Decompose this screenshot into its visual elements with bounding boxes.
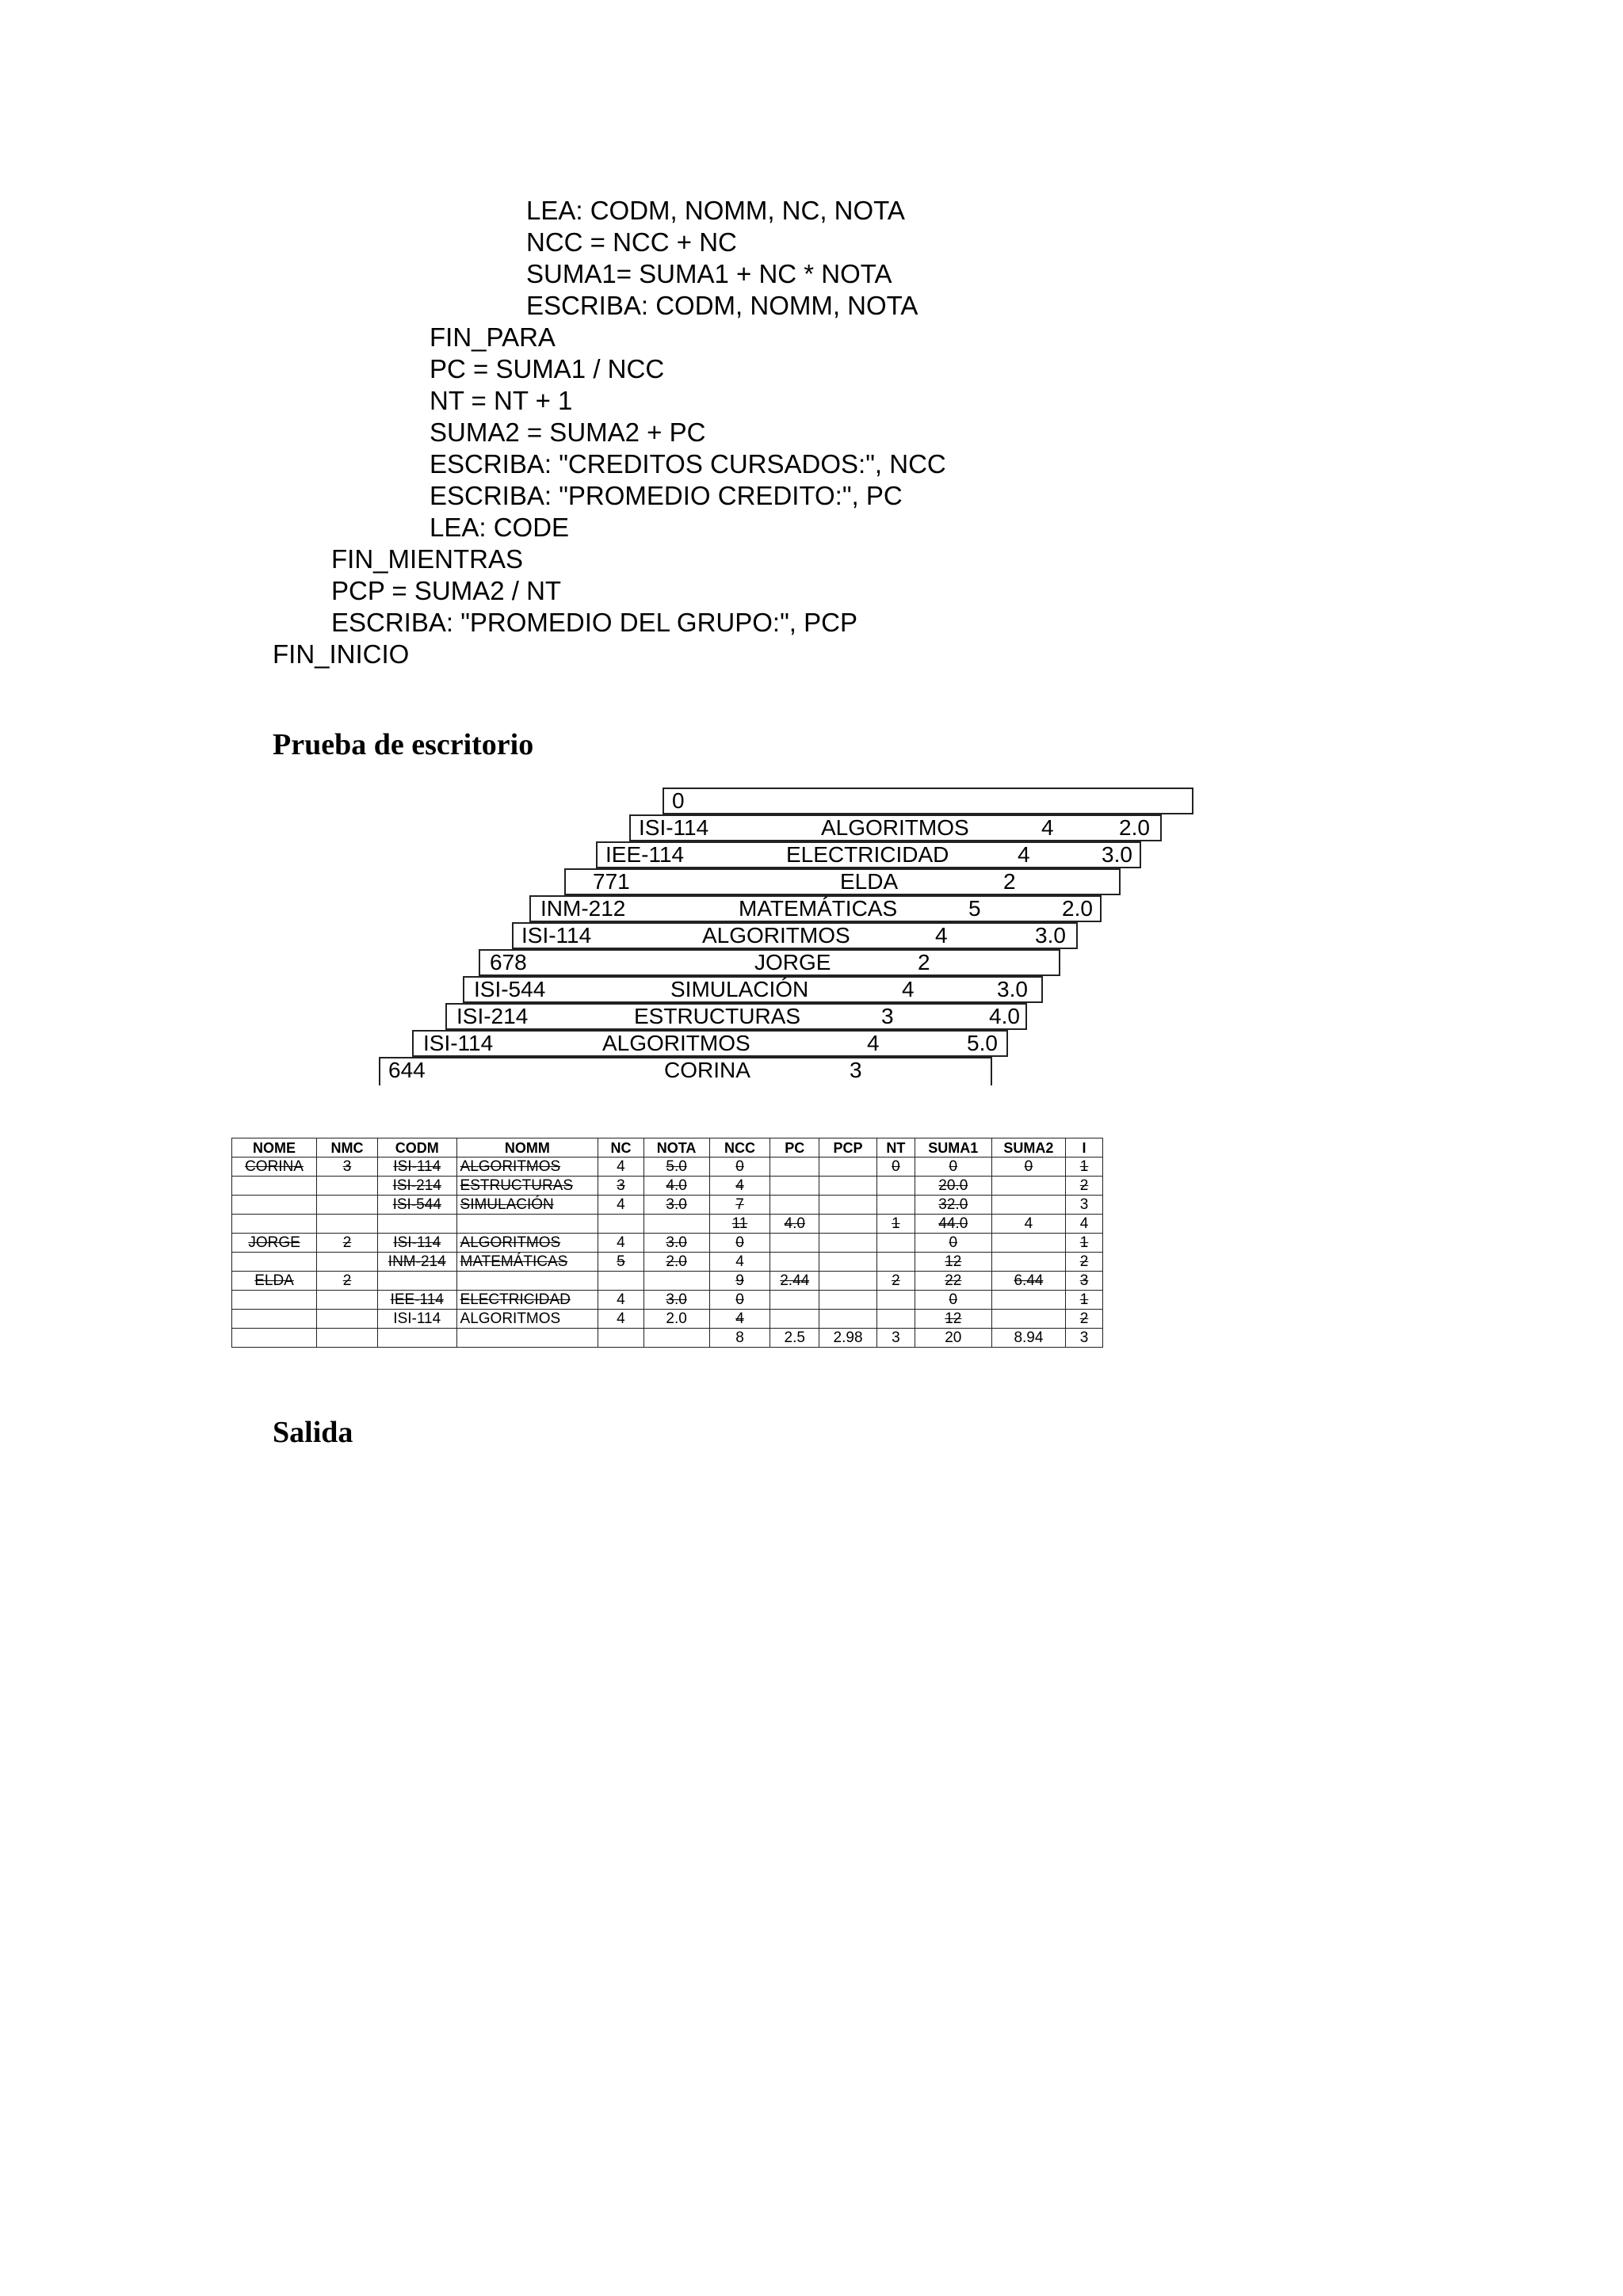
- table-cell: [598, 1215, 643, 1234]
- table-cell: 5.0: [643, 1158, 709, 1177]
- table-cell: 4: [598, 1234, 643, 1253]
- card-field: ISI-214: [456, 1004, 529, 1028]
- table-cell: [876, 1291, 915, 1310]
- input-card: [479, 949, 1060, 976]
- card-field: ESTRUCTURAS: [634, 1004, 801, 1028]
- column-header: NOTA: [643, 1138, 709, 1158]
- table-row: [232, 1177, 1103, 1196]
- table-cell: 4.0: [770, 1215, 819, 1234]
- card-field: 3.0: [1035, 923, 1066, 948]
- table-cell: [991, 1253, 1065, 1272]
- table-cell: [991, 1234, 1065, 1253]
- column-header: PCP: [819, 1138, 877, 1158]
- table-cell: 2.0: [643, 1310, 709, 1329]
- table-cell: [876, 1196, 915, 1215]
- table-cell: [232, 1329, 317, 1348]
- table-cell: 3: [1066, 1329, 1103, 1348]
- table-cell: 1: [1066, 1291, 1103, 1310]
- table-row: [232, 1196, 1103, 1215]
- table-cell: ISI-114: [377, 1310, 456, 1329]
- table-cell: ELECTRICIDAD: [456, 1291, 598, 1310]
- table-cell: 0: [991, 1158, 1065, 1177]
- input-card-stack: [0, 0, 1623, 1109]
- table-cell: 2.5: [770, 1329, 819, 1348]
- code-line: LEA: CODM, NOMM, NC, NOTA: [526, 196, 905, 225]
- table-cell: 4: [709, 1310, 770, 1329]
- code-line: PCP = SUMA2 / NT: [331, 576, 562, 605]
- table-cell: [377, 1215, 456, 1234]
- table-cell: [770, 1234, 819, 1253]
- card-field: ELDA: [840, 869, 899, 894]
- card-field: SIMULACIÓN: [670, 977, 809, 1001]
- table-cell: 3.0: [643, 1196, 709, 1215]
- card-field: MATEMÁTICAS: [739, 896, 898, 921]
- column-header: NCC: [709, 1138, 770, 1158]
- table-cell: 1: [876, 1215, 915, 1234]
- table-cell: [317, 1310, 378, 1329]
- code-line: LEA: CODE: [430, 513, 570, 542]
- table-row: [232, 1291, 1103, 1310]
- code-line: ESCRIBA: "PROMEDIO DEL GRUPO:", PCP: [331, 608, 857, 637]
- table-cell: 4: [598, 1158, 643, 1177]
- table-cell: JORGE: [232, 1234, 317, 1253]
- table-cell: 0: [915, 1234, 991, 1253]
- table-cell: 2: [1066, 1310, 1103, 1329]
- card-field: 3.0: [997, 977, 1028, 1001]
- table-cell: 3: [598, 1177, 643, 1196]
- table-cell: 20.0: [915, 1177, 991, 1196]
- card-field: JORGE: [754, 950, 831, 974]
- table-cell: ALGORITMOS: [456, 1234, 598, 1253]
- column-header: SUMA2: [991, 1138, 1065, 1158]
- code-line: FIN_PARA: [430, 322, 556, 352]
- card-field: CORINA: [664, 1058, 750, 1082]
- table-header-row: [232, 1138, 1103, 1158]
- table-cell: 2.98: [819, 1329, 877, 1348]
- table-cell: 3: [876, 1329, 915, 1348]
- table-cell: IEE-114: [377, 1291, 456, 1310]
- card-field: 2: [918, 950, 930, 974]
- table-cell: 1: [1066, 1158, 1103, 1177]
- table-cell: [770, 1310, 819, 1329]
- table-cell: 2: [317, 1234, 378, 1253]
- card-field: ALGORITMOS: [821, 815, 969, 840]
- input-card: [512, 922, 1078, 949]
- table-cell: 4: [598, 1310, 643, 1329]
- table-cell: [232, 1215, 317, 1234]
- code-line: NT = NT + 1: [430, 386, 573, 415]
- card-field: 644: [388, 1058, 426, 1082]
- table-cell: 0: [915, 1158, 991, 1177]
- table-cell: SIMULACIÓN: [456, 1196, 598, 1215]
- table-cell: ISI-114: [377, 1158, 456, 1177]
- table-cell: 9: [709, 1272, 770, 1291]
- table-row: [232, 1329, 1103, 1348]
- table-cell: [770, 1291, 819, 1310]
- table-cell: 4: [709, 1177, 770, 1196]
- table-cell: MATEMÁTICAS: [456, 1253, 598, 1272]
- card-field: 3.0: [1102, 842, 1132, 867]
- table-cell: [598, 1272, 643, 1291]
- table-cell: [876, 1177, 915, 1196]
- column-header: NOMM: [456, 1138, 598, 1158]
- input-card: [529, 895, 1102, 922]
- input-card: [463, 976, 1043, 1003]
- input-card: [379, 1057, 992, 1085]
- input-card: [663, 788, 1193, 814]
- table-cell: 7: [709, 1196, 770, 1215]
- table-cell: [232, 1253, 317, 1272]
- table-cell: [819, 1177, 877, 1196]
- table-cell: ALGORITMOS: [456, 1158, 598, 1177]
- table-cell: 0: [709, 1158, 770, 1177]
- table-cell: 4: [1066, 1215, 1103, 1234]
- table-cell: [232, 1310, 317, 1329]
- code-line: SUMA2 = SUMA2 + PC: [430, 418, 706, 447]
- card-field: 3: [850, 1058, 862, 1082]
- table-row: [232, 1253, 1103, 1272]
- table-cell: [876, 1234, 915, 1253]
- table-cell: [819, 1215, 877, 1234]
- table-cell: [643, 1215, 709, 1234]
- desk-test-heading: Prueba de escritorio: [273, 728, 534, 761]
- card-field: ISI-114: [639, 815, 709, 840]
- card-field: 5: [968, 896, 981, 921]
- table-cell: [377, 1272, 456, 1291]
- card-field: 5.0: [967, 1031, 998, 1055]
- column-header: PC: [770, 1138, 819, 1158]
- table-cell: ISI-214: [377, 1177, 456, 1196]
- card-field: ISI-544: [474, 977, 546, 1001]
- table-cell: [317, 1253, 378, 1272]
- table-cell: 4.0: [643, 1177, 709, 1196]
- table-cell: ISI-544: [377, 1196, 456, 1215]
- card-field: 2.0: [1062, 896, 1093, 921]
- table-cell: 3: [317, 1158, 378, 1177]
- table-cell: 1: [1066, 1234, 1103, 1253]
- output-heading: Salida: [273, 1416, 353, 1449]
- code-line: ESCRIBA: "CREDITOS CURSADOS:", NCC: [430, 449, 946, 479]
- table-cell: [317, 1215, 378, 1234]
- code-line: FIN_INICIO: [273, 639, 410, 669]
- table-cell: ELDA: [232, 1272, 317, 1291]
- table-cell: [456, 1329, 598, 1348]
- table-cell: 2.0: [643, 1253, 709, 1272]
- table-cell: 4: [991, 1215, 1065, 1234]
- table-cell: [991, 1196, 1065, 1215]
- table-cell: [456, 1215, 598, 1234]
- table-cell: [876, 1253, 915, 1272]
- card-field: 4: [867, 1031, 880, 1055]
- column-header: SUMA1: [915, 1138, 991, 1158]
- table-cell: [456, 1272, 598, 1291]
- input-card: [445, 1003, 1027, 1030]
- trace-table: [231, 1138, 1103, 1348]
- table-cell: 22: [915, 1272, 991, 1291]
- table-cell: 2.44: [770, 1272, 819, 1291]
- table-row: [232, 1215, 1103, 1234]
- table-cell: 12: [915, 1310, 991, 1329]
- code-line: ESCRIBA: "PROMEDIO CREDITO:", PC: [430, 481, 903, 510]
- card-field: 4: [935, 923, 948, 948]
- card-field: 4: [1041, 815, 1054, 840]
- table-cell: ESTRUCTURAS: [456, 1177, 598, 1196]
- card-field: IEE-114: [605, 842, 685, 867]
- card-field: ISI-114: [521, 923, 592, 948]
- table-cell: [819, 1158, 877, 1177]
- table-cell: [819, 1310, 877, 1329]
- table-cell: 5: [598, 1253, 643, 1272]
- table-cell: 8.94: [991, 1329, 1065, 1348]
- table-cell: [991, 1310, 1065, 1329]
- table-cell: 4: [598, 1196, 643, 1215]
- table-row: [232, 1272, 1103, 1291]
- table-cell: 3.0: [643, 1234, 709, 1253]
- card-field: ALGORITMOS: [602, 1031, 750, 1055]
- card-field: 2: [1003, 869, 1016, 894]
- table-cell: 0: [876, 1158, 915, 1177]
- table-cell: 2: [876, 1272, 915, 1291]
- table-cell: [770, 1158, 819, 1177]
- card-field: 4: [1018, 842, 1030, 867]
- table-cell: 2: [1066, 1253, 1103, 1272]
- input-card: [596, 841, 1141, 868]
- table-cell: [819, 1272, 877, 1291]
- table-cell: [232, 1291, 317, 1310]
- column-header: CODM: [377, 1138, 456, 1158]
- card-field: 4.0: [989, 1004, 1020, 1028]
- card-field: 4: [902, 977, 915, 1001]
- card-field: INM-212: [540, 896, 626, 921]
- table-cell: [232, 1196, 317, 1215]
- table-cell: [819, 1234, 877, 1253]
- table-cell: 0: [709, 1234, 770, 1253]
- table-cell: [377, 1329, 456, 1348]
- table-row: [232, 1234, 1103, 1253]
- table-cell: [819, 1291, 877, 1310]
- table-cell: [317, 1196, 378, 1215]
- table-cell: 0: [915, 1291, 991, 1310]
- table-cell: [876, 1310, 915, 1329]
- table-cell: [991, 1291, 1065, 1310]
- table-cell: [317, 1177, 378, 1196]
- column-header: NT: [876, 1138, 915, 1158]
- table-cell: [317, 1329, 378, 1348]
- input-card: [629, 814, 1162, 841]
- card-field: 0: [672, 788, 685, 813]
- table-row: [232, 1158, 1103, 1177]
- table-cell: 3.0: [643, 1291, 709, 1310]
- input-card: [564, 868, 1121, 895]
- input-card: [412, 1030, 1008, 1057]
- table-cell: 0: [709, 1291, 770, 1310]
- table-cell: [643, 1272, 709, 1291]
- table-cell: 44.0: [915, 1215, 991, 1234]
- table-row: [232, 1310, 1103, 1329]
- table-cell: CORINA: [232, 1158, 317, 1177]
- table-cell: ALGORITMOS: [456, 1310, 598, 1329]
- card-field: ALGORITMOS: [702, 923, 850, 948]
- table-cell: 3: [1066, 1272, 1103, 1291]
- code-line: SUMA1= SUMA1 + NC * NOTA: [526, 259, 892, 288]
- table-cell: 2: [317, 1272, 378, 1291]
- card-field: ISI-114: [423, 1031, 494, 1055]
- table-cell: 2: [1066, 1177, 1103, 1196]
- table-cell: [819, 1253, 877, 1272]
- table-cell: [643, 1329, 709, 1348]
- code-line: NCC = NCC + NC: [526, 227, 737, 257]
- table-cell: [770, 1177, 819, 1196]
- card-field: 3: [881, 1004, 894, 1028]
- table-cell: 6.44: [991, 1272, 1065, 1291]
- table-cell: [770, 1196, 819, 1215]
- column-header: NC: [598, 1138, 643, 1158]
- trace-table-container: [245, 1138, 1144, 1367]
- table-cell: [598, 1329, 643, 1348]
- table-cell: 11: [709, 1215, 770, 1234]
- table-cell: [232, 1177, 317, 1196]
- card-field: 771: [593, 869, 630, 894]
- column-header: I: [1066, 1138, 1103, 1158]
- table-cell: [770, 1253, 819, 1272]
- table-cell: INM-214: [377, 1253, 456, 1272]
- column-header: NOME: [232, 1138, 317, 1158]
- table-cell: ISI-114: [377, 1234, 456, 1253]
- table-cell: [819, 1196, 877, 1215]
- table-cell: [317, 1291, 378, 1310]
- table-cell: 8: [709, 1329, 770, 1348]
- table-cell: 3: [1066, 1196, 1103, 1215]
- card-field: ELECTRICIDAD: [786, 842, 949, 867]
- table-cell: 4: [709, 1253, 770, 1272]
- table-cell: 20: [915, 1329, 991, 1348]
- table-cell: [991, 1177, 1065, 1196]
- table-cell: 32.0: [915, 1196, 991, 1215]
- column-header: NMC: [317, 1138, 378, 1158]
- table-cell: 12: [915, 1253, 991, 1272]
- code-line: FIN_MIENTRAS: [331, 544, 524, 574]
- code-line: PC = SUMA1 / NCC: [430, 354, 665, 383]
- card-field: 2.0: [1119, 815, 1150, 840]
- table-cell: 4: [598, 1291, 643, 1310]
- card-field: 678: [490, 950, 527, 974]
- code-line: ESCRIBA: CODM, NOMM, NOTA: [526, 291, 918, 320]
